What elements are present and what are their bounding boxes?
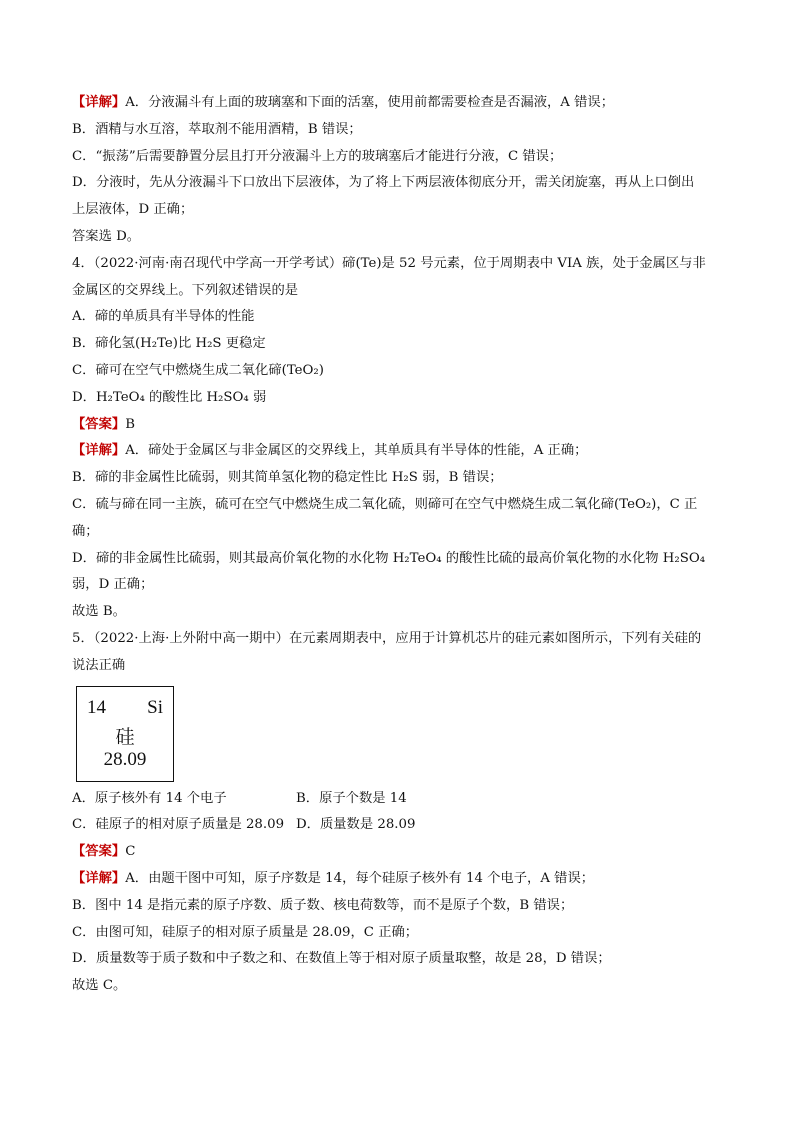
q3-detail-line-c: C．“振荡”后需要静置分层且打开分液漏斗上方的玻璃塞后才能进行分液，C 错误；	[72, 148, 563, 164]
q4-option-b: B．碲化氢(H₂Te)比 H₂S 更稳定	[72, 336, 266, 352]
element-symbol: Si	[147, 696, 163, 718]
answer-tag: 【答案】	[72, 416, 126, 432]
q4-answer-value: B	[125, 416, 135, 432]
q5-option-b: B．原子个数是 14	[296, 790, 407, 806]
q3-detail-line-b: B．酒精与水互溶，萃取剂不能用酒精，B 错误；	[72, 121, 362, 137]
q5-detail-line-d: D．质量数等于质子数和中子数之和、在数值上等于相对原子质量取整，故是 28，D 错误；	[72, 951, 611, 967]
q4-conclusion: 故选 B。	[72, 604, 126, 620]
q5-option-d: D．质量数是 28.09	[296, 817, 416, 833]
q4-option-a: A．碲的单质具有半导体的性能	[72, 309, 255, 325]
answer-tag: 【答案】	[72, 844, 126, 860]
q5-options-row-2	[72, 812, 728, 839]
q5-answer-value: C	[125, 844, 136, 860]
q4-detail-line-c: C．硫与碲在同一主族，硫可在空气中燃烧生成二氧化硫，则碲可在空气中燃烧生成二氧化碲(TeO₂)，C 正	[72, 496, 698, 512]
document-page	[72, 90, 728, 1000]
element-name: 硅	[115, 726, 135, 748]
detail-tag: 【详解】	[72, 443, 126, 459]
q4-detail-line-b: B．碲的非金属性比硫弱，则其简单氢化物的稳定性比 H₂S 弱，B 错误；	[72, 470, 503, 486]
detail-tag: 【详解】	[72, 95, 126, 110]
q5-conclusion: 故选 C。	[72, 978, 127, 994]
q4-detail-line-a: 【详解】A．碲处于金属区与非金属区的交界线上，其单质具有半导体的性能，A 正确；	[72, 443, 588, 459]
q3-detail-line-a: 【详解】A．分液漏斗有上面的玻璃塞和下面的活塞，使用前都需要检查是否漏液，A 错误；	[72, 95, 615, 110]
detail-tag: 【详解】	[72, 870, 126, 886]
q4-detail-line-d-cont: 弱，D 正确；	[72, 577, 154, 593]
q4-option-c: C．碲可在空气中燃烧生成二氧化碲(TeO₂)	[72, 362, 324, 378]
silicon-element-card	[76, 686, 174, 782]
q5-answer	[72, 839, 728, 866]
q4-detail-line-c-cont: 确；	[72, 523, 99, 539]
q5-option-c: C．硅原子的相对原子质量是 28.09	[72, 817, 285, 833]
atomic-mass: 28.09	[103, 748, 147, 770]
q5-detail-line-a: 【详解】A．由题干图中可知，原子序数是 14，每个硅原子核外有 14 个电子，A 错误；	[72, 870, 595, 886]
q3-detail-line-d-cont: 上层液体，D 正确；	[72, 202, 194, 218]
q4-option-d: D．H₂TeO₄ 的酸性比 H₂SO₄ 弱	[72, 389, 267, 405]
q5-option-a: A．原子核外有 14 个电子	[72, 790, 227, 806]
q4-stem-line-2: 金属区的交界线上。下列叙述错误的是	[72, 282, 299, 298]
q3-detail-line-d: D．分液时，先从分液漏斗下口放出下层液体，为了将上下两层液体彻底分开，需关闭旋塞，再从上口倒出	[72, 175, 695, 191]
q4-stem-line-1: 4．（2022·河南·南召现代中学高一开学考试）碲(Te)是 52 号元素，位于周期表中 VIA 族，处于金属区与非	[72, 255, 706, 271]
atomic-number: 14	[87, 696, 106, 718]
q5-stem-line-2: 说法正确	[72, 657, 126, 673]
q4-detail-line-d: D．碲的非金属性比硫弱，则其最高价氧化物的水化物 H₂TeO₄ 的酸性比硫的最高价氧化物的水化物 H₂SO₄	[72, 550, 706, 566]
q4-answer	[72, 412, 728, 439]
q5-stem-line-1: 5．（2022·上海·上外附中高一期中）在元素周期表中，应用于计算机芯片的硅元素如图所示，下列有关硅的	[72, 630, 702, 646]
q5-detail-line-b: B．图中 14 是指元素的原子序数、质子数、核电荷数等，而不是原子个数，B 错误；	[72, 897, 574, 913]
q3-conclusion: 答案选 D。	[72, 228, 141, 244]
q5-options-row-1	[72, 786, 728, 813]
q5-detail-line-c: C．由图可知，硅原子的相对原子质量是 28.09，C 正确；	[72, 924, 419, 940]
